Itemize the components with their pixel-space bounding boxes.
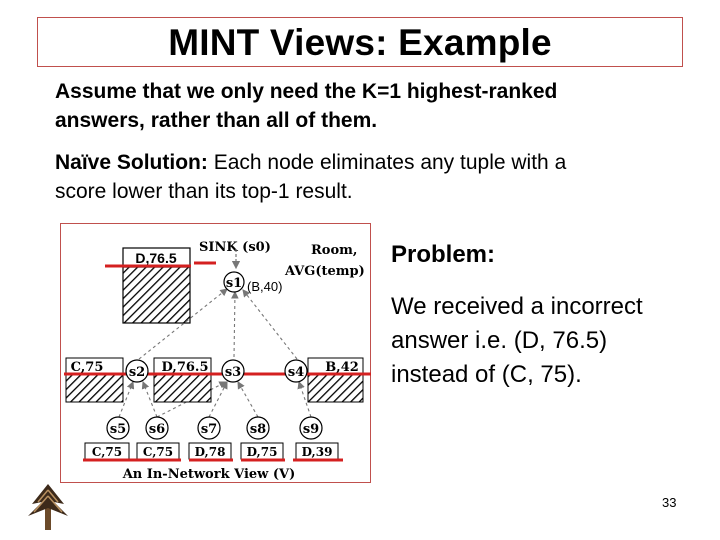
node-s9: s9 bbox=[302, 422, 320, 437]
university-logo-icon bbox=[22, 480, 74, 532]
leaf-tuple-4: D,39 bbox=[301, 445, 333, 459]
node-s5: s5 bbox=[109, 422, 127, 437]
mid-tuple-1: D,76.5 bbox=[161, 360, 209, 375]
mid-tuple-0: C,75 bbox=[70, 360, 104, 375]
node-s8: s8 bbox=[249, 422, 267, 437]
naive-label: Naïve Solution: bbox=[55, 151, 208, 174]
slide-title: MINT Views: Example bbox=[168, 22, 552, 63]
leaf-tuple-0: C,75 bbox=[91, 445, 123, 459]
problem-heading: Problem: bbox=[391, 241, 496, 268]
naive-line-2: score lower than its top-1 result. bbox=[55, 180, 353, 203]
page-number: 33 bbox=[662, 495, 677, 510]
figure-caption: An In-Network View (V) bbox=[122, 467, 296, 482]
title-frame bbox=[37, 17, 683, 67]
room-label: Room, bbox=[311, 243, 358, 258]
intro-line-2: answers, rather than all of them. bbox=[55, 109, 378, 132]
leaf-tuple-1: C,75 bbox=[142, 445, 174, 459]
node-s7: s7 bbox=[200, 422, 218, 437]
leaf-tuple-3: D,75 bbox=[246, 445, 278, 459]
mid-tuple-2: B,42 bbox=[325, 360, 359, 375]
problem-line-1: We received a incorrect bbox=[391, 293, 643, 320]
naive-line-1 bbox=[55, 148, 566, 177]
avg-label: AVG(temp) bbox=[285, 264, 365, 279]
problem-line-3: instead of (C, 75). bbox=[391, 361, 582, 388]
node-s4: s4 bbox=[287, 365, 305, 380]
s1-tuple: (B,40) bbox=[247, 279, 283, 294]
node-s6: s6 bbox=[148, 422, 166, 437]
node-s2: s2 bbox=[128, 365, 146, 380]
intro-line-1: Assume that we only need the K=1 highest-ranked bbox=[55, 80, 558, 103]
node-s3: s3 bbox=[224, 365, 242, 380]
node-s1: s1 bbox=[225, 276, 243, 291]
top-hatched-bar bbox=[123, 267, 190, 323]
leaf-tuple-2: D,78 bbox=[194, 445, 226, 459]
top-tuple-label: D,76.5 bbox=[135, 250, 177, 266]
naive-text: Each node eliminates any tuple with a bbox=[207, 151, 567, 174]
sink-label: SINK (s0) bbox=[199, 240, 271, 255]
network-figure bbox=[60, 223, 371, 483]
problem-line-2: answer i.e. (D, 76.5) bbox=[391, 327, 608, 354]
network-diagram bbox=[61, 224, 372, 484]
